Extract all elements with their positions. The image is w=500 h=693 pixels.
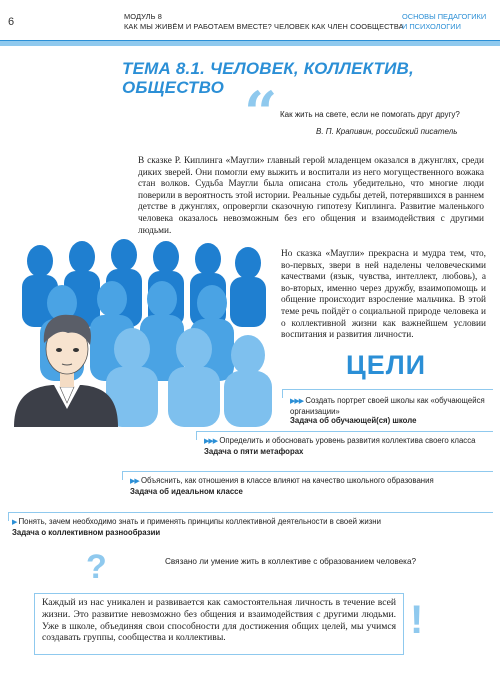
goal-task: Задача об идеальном классе (130, 486, 243, 496)
crowd-illustration (0, 237, 282, 427)
triple-arrow-icon: ▶▶▶ (204, 438, 218, 445)
epigraph-author: В. П. Крапивин, российский писатель (316, 127, 458, 136)
triple-arrow-icon: ▶▶▶ (290, 398, 304, 405)
arrow-icon: ▶ (12, 519, 17, 526)
goal-text: Объяснить, как отношения в классе влияют на качество школьного образования (140, 476, 434, 485)
header-band (0, 41, 500, 46)
goal-item (130, 476, 490, 496)
body-paragraph-2: Но сказка «Маугли» прекрасна и мудра тем, что, во-первых, звери в ней наделены человеческими качествами (язык, чувства, интеллект, любовь), а во-вторых, именно через дружбу, взаимопомощь и общение происходит взросление мальчика. В этой теме речь пойдёт о социальной природе человека и о коллективной жизни как важнейшем условии воспитания и развития личности. (281, 249, 486, 341)
goal-text: Определить и обосновать уровень развития коллектива своего класса (219, 436, 476, 445)
goal-text: Создать портрет своей школы как «обучающейся организации» (290, 396, 485, 416)
question-mark-icon: ? (86, 548, 107, 586)
goals-title: ЦЕЛИ (346, 350, 427, 380)
quote-mark-icon: “ (244, 79, 278, 147)
goal-task: Задача о коллективном разнообразии (12, 527, 161, 537)
topic-title-line-1: ТЕМА 8.1. ЧЕЛОВЕК, КОЛЛЕКТИВ, (122, 59, 414, 78)
goal-item (204, 436, 488, 456)
goal-item (290, 396, 490, 426)
silhouette-back-6 (230, 247, 266, 327)
double-arrow-icon: ▶▶ (130, 478, 139, 485)
module-label: МОДУЛЬ 8 (124, 12, 162, 21)
page-number: 6 (8, 16, 15, 28)
body-paragraph-1: В сказке Р. Киплинга «Маугли» главный герой младенцем оказался в джунглях, среди диких зверей. Они помогли ему выжить и воспитали из него могущественного вожака стан волков. Судьба Маугли была описана столь убедительно, что многие люди поверили в вероятность этой истории. Реальные судьбы детей, потерявшихся в раннем детстве в джунглях, опровергли сказочную гипотезу Киплинга. Развитие маленького человека оказалось невозможным без его общения и взаимодействия с другими людьми. (138, 156, 484, 236)
module-heading (124, 12, 404, 32)
section-line-2: И ПСИХОЛОГИИ (402, 22, 461, 31)
header-rule (0, 40, 500, 41)
goal-task: Задача об обучающей(ся) школе (290, 416, 417, 425)
epigraph-text: Как жить на свете, если не помогать друг другу? (280, 110, 460, 119)
goal-task: Задача о пяти метафорах (204, 446, 304, 456)
section-line-1: ОСНОВЫ ПЕДАГОГИКИ (402, 12, 487, 21)
question-text: Связано ли умение жить в коллективе с образованием человека? (165, 557, 417, 566)
summary-text: Каждый из нас уникален и развивается как самостоятельная личность в течение всей жизни. Это развитие невозможно без общения и взаимодействия с другими людьми. Уже в школе, объединяя свои способности для достижения общих целей, мы учимся создавать группы, сообщества и коллективы. (42, 597, 396, 644)
goal-item (12, 517, 492, 537)
exclamation-mark-icon: ! (410, 598, 424, 642)
section-heading (402, 12, 486, 32)
module-title: КАК МЫ ЖИВЁМ И РАБОТАЕМ ВМЕСТЕ? ЧЕЛОВЕК КАК ЧЛЕН СООБЩЕСТВА (124, 22, 404, 31)
topic-title-line-2: ОБЩЕСТВО (122, 78, 225, 97)
goal-text: Понять, зачем необходимо знать и применять принципы коллективной деятельности в своей жизни (18, 517, 381, 526)
